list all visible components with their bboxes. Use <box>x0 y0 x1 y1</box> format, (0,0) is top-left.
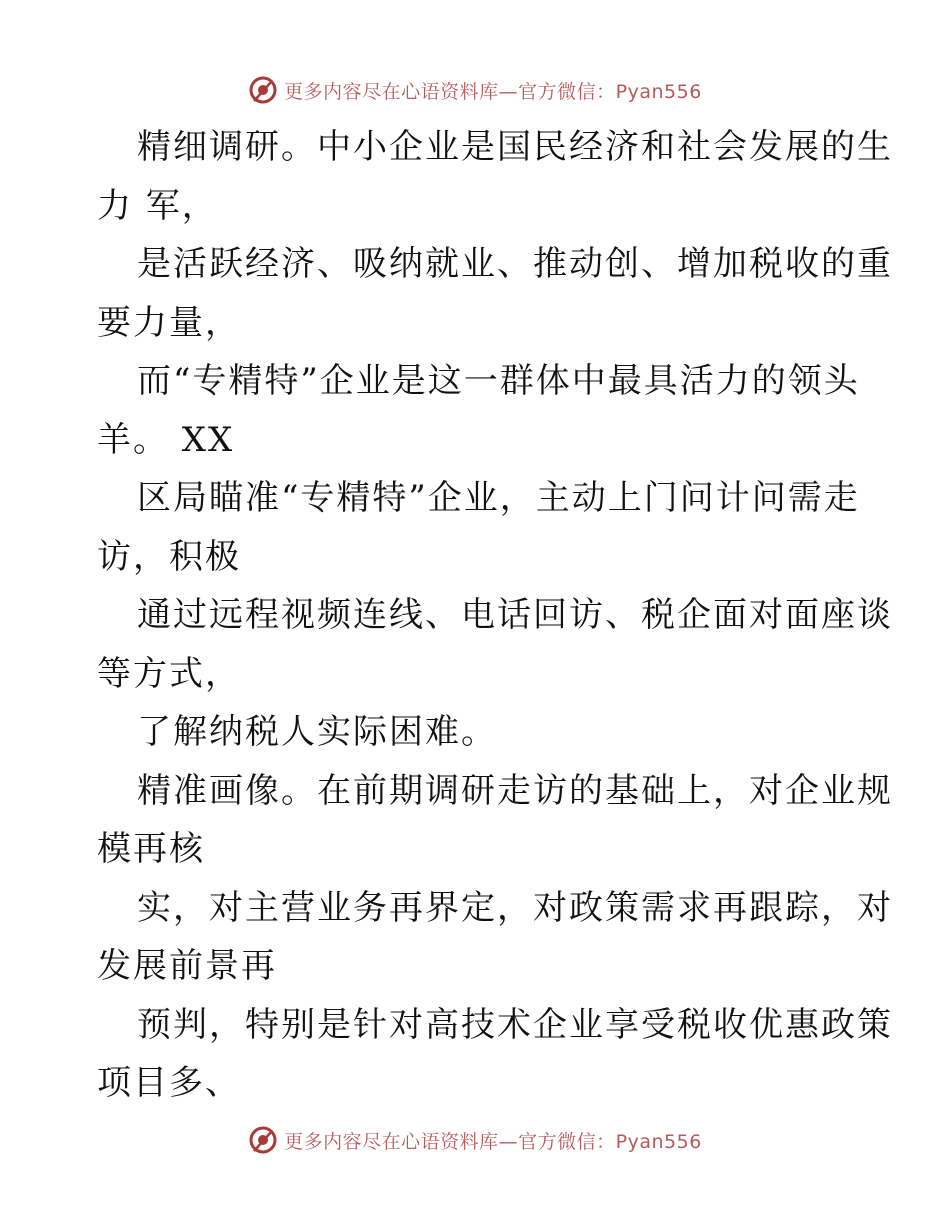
text-line: 羊。 XX <box>97 419 235 460</box>
document-body <box>97 118 893 1113</box>
text-line: 实，对主营业务再界定，对政策需求再跟踪，对 <box>137 887 893 928</box>
text-line: 项目多、 <box>97 1063 241 1103</box>
footer-watermark-banner <box>0 1120 950 1160</box>
text-line: 要力量， <box>97 302 241 343</box>
text-line: 发展前景再 <box>97 946 277 986</box>
header-watermark-banner <box>0 70 950 110</box>
text-line: 是活跃经济、吸纳就业、推动创、增加税收的重 <box>137 244 893 284</box>
text-line: 区局瞄准“专精特”企业，主动上门问计问需走 <box>137 478 860 518</box>
text-line: 访，积极 <box>97 536 241 577</box>
text-line: 模再核 <box>97 829 205 869</box>
text-line: 力 军， <box>97 185 218 226</box>
watermark-text: 更多内容尽在心语资料库—官方微信：Pyan556 <box>284 1130 702 1153</box>
logo-icon <box>248 75 278 105</box>
logo-icon <box>248 1125 278 1155</box>
text-line: 等方式， <box>97 653 241 694</box>
text-line: 精细调研。中小企业是国民经济和社会发展的生 <box>137 127 893 167</box>
text-line: 了解纳税人实际困难。 <box>137 712 497 752</box>
text-line: 精准画像。在前期调研走访的基础上，对企业规 <box>137 770 893 811</box>
text-line: 通过远程视频连线、电话回访、税企面对面座谈 <box>137 595 893 635</box>
watermark-text: 更多内容尽在心语资料库—官方微信：Pyan556 <box>284 80 702 103</box>
text-line: 而“专精特”企业是这一群体中最具活力的领头 <box>137 361 860 401</box>
text-line: 预判，特别是针对高技术企业享受税收优惠政策 <box>137 1004 893 1045</box>
